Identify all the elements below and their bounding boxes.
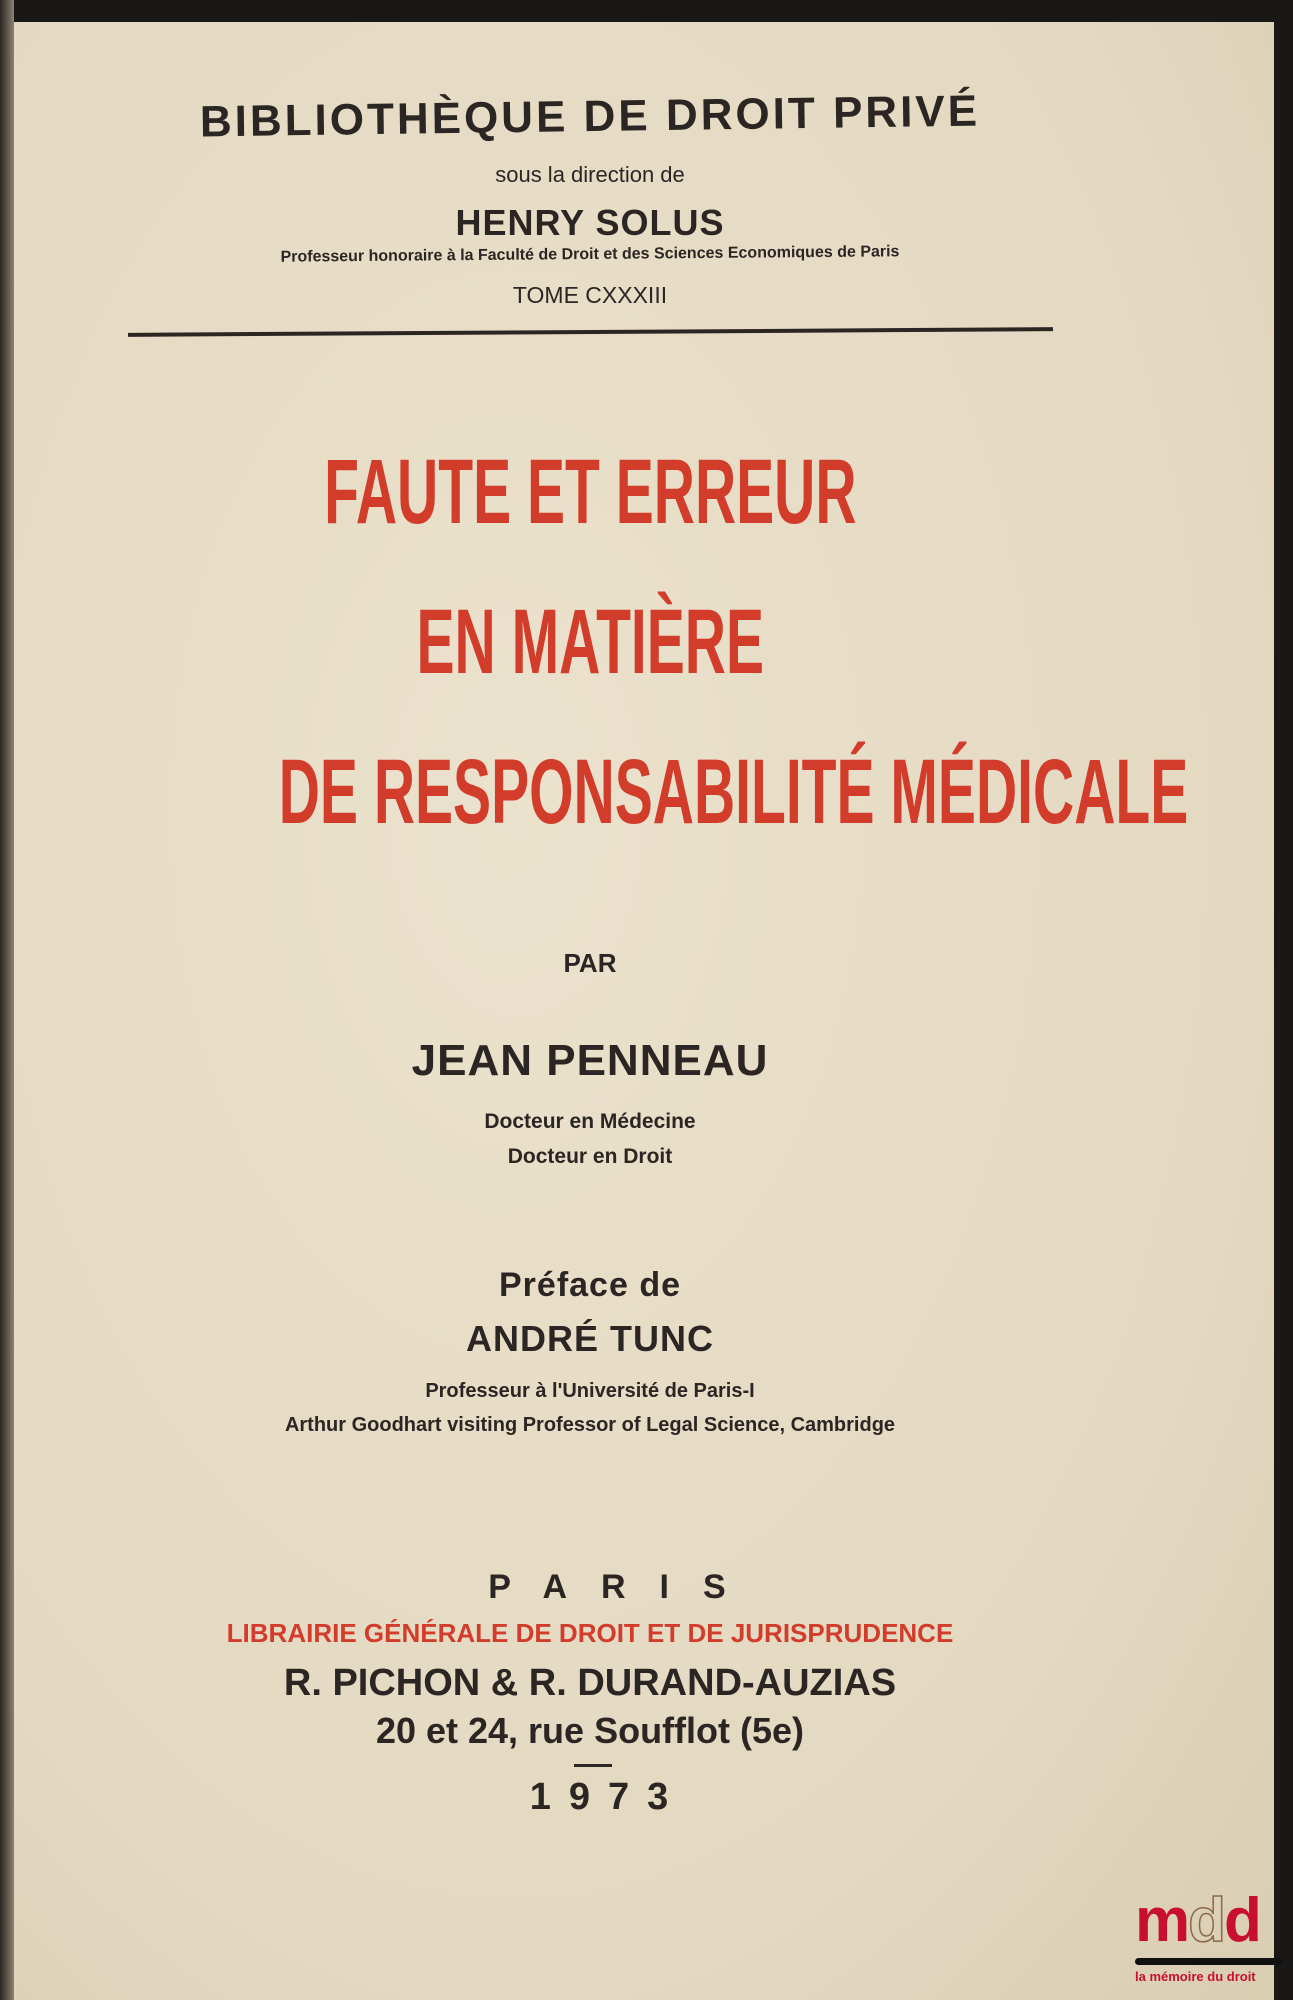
book-title-line2-text: EN MATIÈRE xyxy=(416,591,764,693)
publisher-city-text: PARIS xyxy=(488,1568,760,1606)
publisher-owners xyxy=(0,1662,1180,1705)
preface-label xyxy=(0,1266,1180,1305)
publisher-address-text: 20 et 24, rue Soufflot (5e) xyxy=(375,1710,805,1751)
publication-year xyxy=(0,1776,1180,1819)
author-name-text: JEAN PENNEAU xyxy=(411,1036,769,1085)
preface-author-title2-text: Arthur Goodhart visiting Professor of Legal Science, Cambridge xyxy=(284,1414,896,1436)
mdd-logo-bar xyxy=(1135,1958,1283,1965)
preface-author-title1 xyxy=(0,1380,1180,1403)
author-par-text: PAR xyxy=(563,948,617,978)
mdd-logo-tagline: la mémoire du droit xyxy=(1135,1969,1256,1984)
book-title-line2 xyxy=(0,590,1180,695)
series-director-text: HENRY SOLUS xyxy=(455,202,725,243)
publisher-city xyxy=(0,1568,1180,1607)
preface-author-title2 xyxy=(0,1414,1180,1437)
series-direction xyxy=(0,162,1180,188)
book-title-line1 xyxy=(0,440,1180,545)
author-degree2 xyxy=(0,1145,1180,1169)
series-director-title-text: Professeur honoraire à la Faculté de Droit et des Sciences Economiques de Paris xyxy=(280,243,900,266)
preface-author xyxy=(0,1318,1180,1360)
publication-year-text: 1973 xyxy=(529,1776,687,1818)
publisher-name xyxy=(0,1618,1180,1649)
preface-author-title1-text: Professeur à l'Université de Paris-I xyxy=(425,1380,755,1402)
series-tome xyxy=(0,282,1180,309)
mdd-watermark-logo xyxy=(1135,1886,1285,1984)
series-tome-text: TOME CXXXIII xyxy=(512,282,668,308)
series-title-text: BIBLIOTHÈQUE DE DROIT PRIVÉ xyxy=(199,86,981,147)
year-dash xyxy=(574,1764,612,1767)
series-direction-text: sous la direction de xyxy=(495,162,685,187)
book-title-line3 xyxy=(0,740,1189,845)
author-degree1-text: Docteur en Médecine xyxy=(484,1110,696,1133)
book-title-line3-text: DE RESPONSABILITÉ MÉDICALE xyxy=(278,741,1189,843)
preface-author-text: ANDRÉ TUNC xyxy=(466,1318,714,1359)
series-director xyxy=(0,202,1180,244)
author-degree2-text: Docteur en Droit xyxy=(507,1145,673,1168)
publisher-address xyxy=(0,1710,1180,1752)
publisher-name-text: LIBRAIRIE GÉNÉRALE DE DROIT ET DE JURISPRUDENCE xyxy=(226,1618,954,1648)
author-degree1 xyxy=(0,1110,1180,1134)
author-name xyxy=(0,1036,1180,1086)
preface-label-text: Préface de xyxy=(499,1266,681,1304)
mdd-logo-mark: mdd xyxy=(1135,1886,1260,1955)
author-par xyxy=(0,948,1180,979)
publisher-owners-text: R. PICHON & R. DURAND-AUZIAS xyxy=(283,1662,897,1704)
book-title-line1-text: FAUTE ET ERREUR xyxy=(323,441,857,543)
